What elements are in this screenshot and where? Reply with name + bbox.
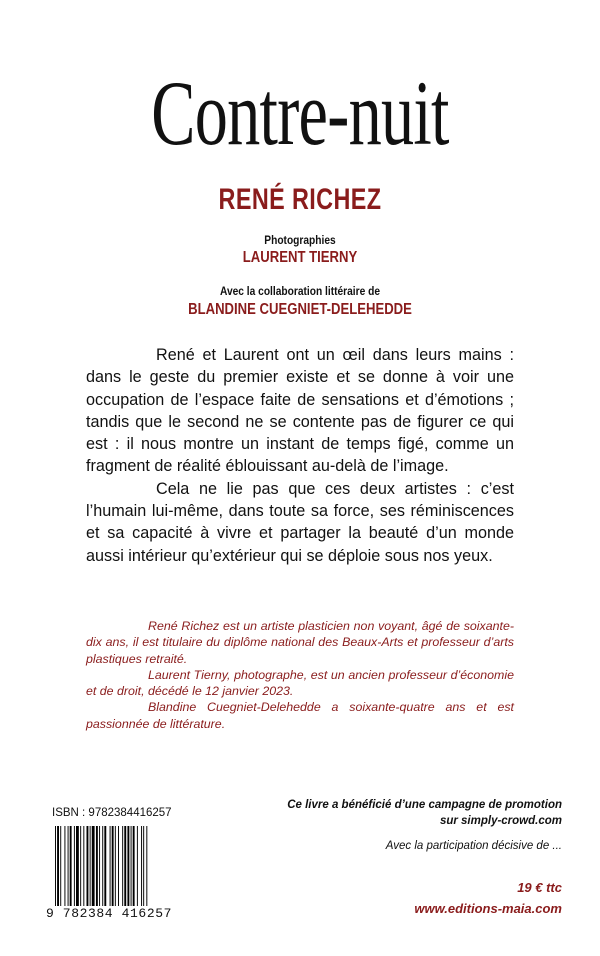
photographer-name: LAURENT TIERNY (242, 249, 358, 266)
promo-line-1: Ce livre a bénéficié d’une campagne de promotion (287, 799, 562, 811)
bio-blandine: Blandine Cuegniet-Delehedde a soixante-quatre ans et est passionnée de littérature. (86, 700, 514, 731)
summary-text (86, 344, 514, 567)
collab-role-label: Avec la collaboration littéraire de (219, 284, 381, 298)
summary-paragraph: Cela ne lie pas que ces deux artistes : c’est l’humain lui-même, dans toute sa force, ses réminiscences et sa capacité à vivre et partager la beauté d’un monde aussi intérieur qu’extérieur qui se déploie sous nos yeux. (86, 479, 514, 565)
author-name: RENÉ RICHEZ (218, 183, 382, 216)
publisher-website: www.editions-maia.com (414, 901, 562, 916)
barcode-digits: 9 782384 416257 (46, 906, 176, 921)
author-bios (86, 618, 514, 732)
bio-laurent: Laurent Tierny, photographe, est un ancien professeur d’économie et de droit, décédé le 12 janvier 2023. (86, 667, 514, 699)
photo-role-label: Photographies (264, 233, 336, 247)
price: 19 € ttc (517, 880, 562, 895)
isbn-label: ISBN : 9782384416257 (52, 807, 172, 819)
bio-rene: René Richez est un artiste plasticien non voyant, âgé de soixante-dix ans, il est titulaire du diplôme national des Beaux-Arts et professeur d’arts plastiques retraité. (86, 619, 514, 666)
book-title: Contre-nuit (151, 62, 449, 164)
collaborator-name: BLANDINE CUEGNIET-DELEHEDDE (188, 301, 412, 318)
summary-paragraph: René et Laurent ont un œil dans leurs mains : dans le geste du premier existe et se donne à voir une occupation de l’espace faite de sensations et d’émotions ; tandis que le second ne se contente pas de figurer ce qui est : il nous montre un instant de temps figé, comme un fragment de réalité éblouissant au-delà de l’image. (86, 346, 514, 476)
promo-line-2: sur simply-crowd.com (439, 815, 562, 827)
participation-note: Avec la participation décisive de ... (385, 840, 562, 852)
